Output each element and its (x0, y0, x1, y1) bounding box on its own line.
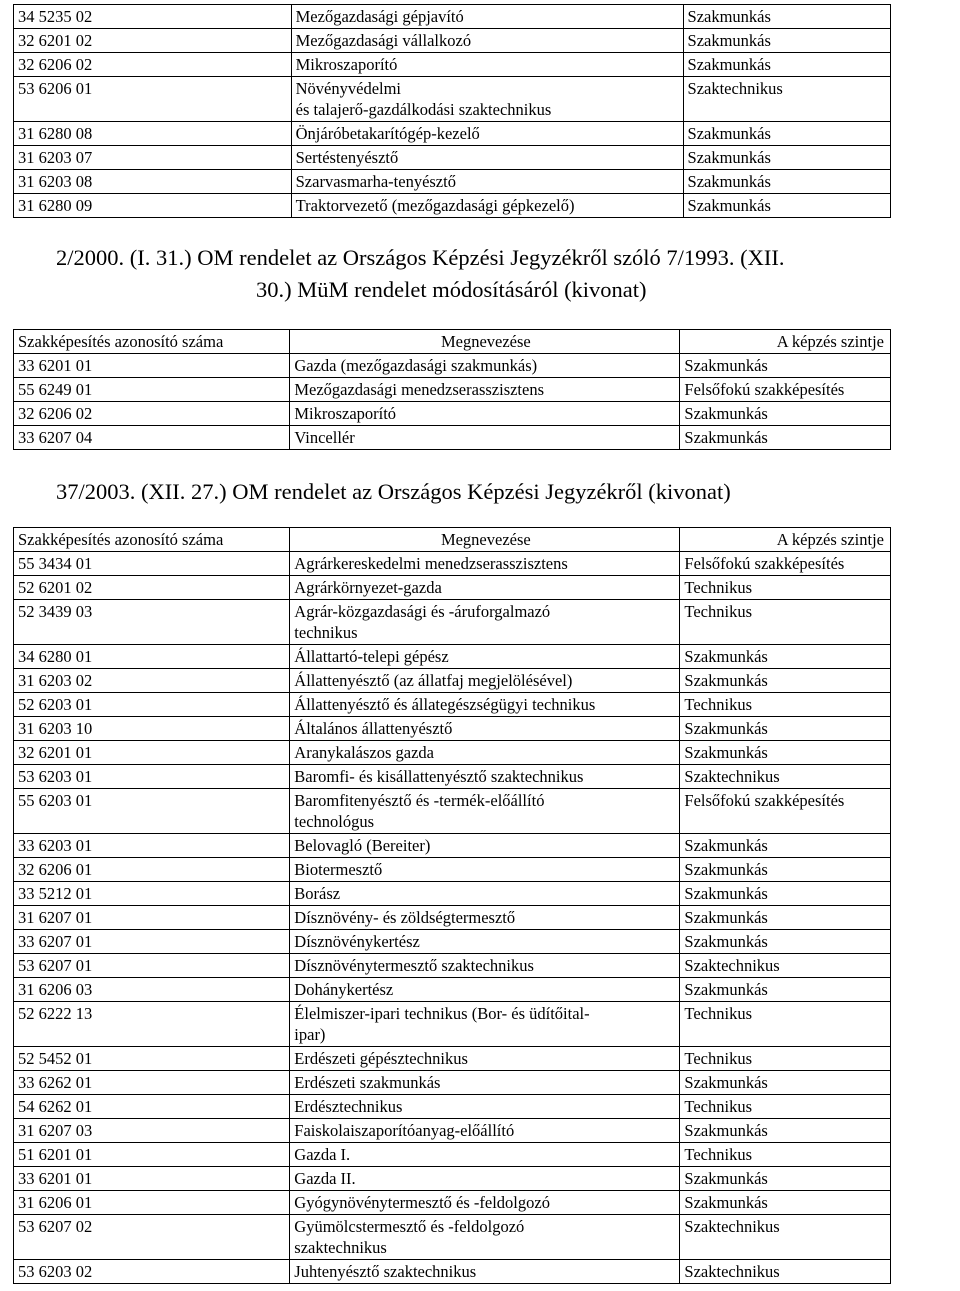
table-row (14, 1191, 891, 1215)
training-level-cell: Szakmunkás (683, 194, 890, 218)
table-row (14, 693, 891, 717)
qualification-name-cell: Vincellér (290, 426, 680, 450)
column-header: Megnevezése (290, 528, 680, 552)
training-level-cell: Szakmunkás (680, 930, 891, 954)
qualification-code-cell: 53 6207 01 (14, 954, 290, 978)
heading-line: 37/2003. (XII. 27.) OM rendelet az Országos Képzési Jegyzékről (kivonat) (56, 479, 731, 504)
column-header: Szakképesítés azonosító száma (14, 330, 290, 354)
qualification-name-cell: Biotermesztő (290, 858, 680, 882)
training-level-cell: Szaktechnikus (680, 1260, 891, 1284)
qualification-code-cell: 55 3434 01 (14, 552, 290, 576)
qualification-name-cell: Gazda II. (290, 1167, 680, 1191)
qualification-code-cell: 31 6280 09 (14, 194, 292, 218)
qualification-name-cell: Faiskolaiszaporítóanyag-előállító (290, 1119, 680, 1143)
qualification-code-cell: 31 6207 03 (14, 1119, 290, 1143)
qualification-code-cell: 32 6206 02 (14, 402, 290, 426)
table-row (14, 1119, 891, 1143)
training-level-cell: Szakmunkás (680, 426, 891, 450)
table-row (14, 906, 891, 930)
training-level-cell: Technikus (680, 1095, 891, 1119)
qualification-code-cell: 55 6203 01 (14, 789, 290, 834)
qualification-name-cell: Sertéstenyésztő (291, 146, 683, 170)
table-row (14, 954, 891, 978)
training-level-cell: Szakmunkás (680, 1167, 891, 1191)
qualification-code-cell: 52 3439 03 (14, 600, 290, 645)
table-row (14, 194, 891, 218)
qualification-code-cell: 32 6206 02 (14, 53, 292, 77)
training-level-cell: Szakmunkás (680, 834, 891, 858)
qualification-name-cell: Dísznövény- és zöldségtermesztő (290, 906, 680, 930)
table-row (14, 1260, 891, 1284)
qualification-code-cell: 31 6280 08 (14, 122, 292, 146)
qualification-name-cell: Önjáróbetakarítógép-kezelő (291, 122, 683, 146)
qualification-name-cell: Élelmiszer-ipari technikus (Bor- és üdítőital- ipar) (290, 1002, 680, 1047)
heading-line: 30.) MüM rendelet módosításáról (kivonat) (256, 277, 647, 302)
column-header: A képzés szintje (680, 528, 891, 552)
table-row (14, 858, 891, 882)
training-level-cell: Technikus (680, 1047, 891, 1071)
qualification-code-cell: 33 6262 01 (14, 1071, 290, 1095)
qualification-name-cell: Állattartó-telepi gépész (290, 645, 680, 669)
qualification-name-cell: Agrárkörnyezet-gazda (290, 576, 680, 600)
qualification-code-cell: 32 6201 02 (14, 29, 292, 53)
table-legacy-qualifications (13, 4, 891, 218)
qualification-name-cell: Dísznövénytermesztő szaktechnikus (290, 954, 680, 978)
training-level-cell: Szakmunkás (680, 858, 891, 882)
qualification-name-cell: Általános állattenyésztő (290, 717, 680, 741)
table-row (14, 645, 891, 669)
qualification-name-cell: Agrár-közgazdasági és -áruforgalmazó technikus (290, 600, 680, 645)
qualification-code-cell: 33 6207 04 (14, 426, 290, 450)
qualification-code-cell: 32 6206 01 (14, 858, 290, 882)
qualification-code-cell: 33 5212 01 (14, 882, 290, 906)
training-level-cell: Szakmunkás (680, 1191, 891, 1215)
table-2003-decree (13, 527, 891, 1284)
qualification-name-cell: Mezőgazdasági menedzserasszisztens (290, 378, 680, 402)
qualification-code-cell: 52 6222 13 (14, 1002, 290, 1047)
training-level-cell: Szakmunkás (680, 402, 891, 426)
qualification-name-cell: Gyógynövénytermesztő és -feldolgozó (290, 1191, 680, 1215)
section-heading-2000-decree (56, 242, 916, 306)
qualification-name-cell: Dísznövénykertész (290, 930, 680, 954)
table-row (14, 77, 891, 122)
qualification-name-cell: Baromfitenyésztő és -termék-előállító technológus (290, 789, 680, 834)
table-row (14, 882, 891, 906)
section-heading-2003-decree (56, 476, 916, 508)
training-level-cell: Szakmunkás (683, 5, 890, 29)
training-level-cell: Technikus (680, 600, 891, 645)
table-row (14, 53, 891, 77)
training-level-cell: Technikus (680, 693, 891, 717)
training-level-cell: Szaktechnikus (680, 765, 891, 789)
table-header-row (14, 330, 891, 354)
table-row (14, 765, 891, 789)
table-row (14, 1071, 891, 1095)
training-level-cell: Szakmunkás (680, 645, 891, 669)
qualification-code-cell: 33 6203 01 (14, 834, 290, 858)
table-row (14, 1143, 891, 1167)
training-level-cell: Szakmunkás (680, 669, 891, 693)
qualification-name-cell: Mezőgazdasági vállalkozó (291, 29, 683, 53)
qualification-code-cell: 52 5452 01 (14, 1047, 290, 1071)
qualification-code-cell: 52 6201 02 (14, 576, 290, 600)
table-row (14, 834, 891, 858)
table-row (14, 5, 891, 29)
table-2000-decree (13, 329, 891, 450)
qualification-name-cell: Gyümölcstermesztő és -feldolgozó szaktechnikus (290, 1215, 680, 1260)
qualification-name-cell: Szarvasmarha-tenyésztő (291, 170, 683, 194)
training-level-cell: Szakmunkás (680, 1119, 891, 1143)
qualification-code-cell: 33 6201 01 (14, 354, 290, 378)
table-row (14, 669, 891, 693)
table-row (14, 600, 891, 645)
training-level-cell: Szakmunkás (683, 122, 890, 146)
training-level-cell: Szakmunkás (680, 906, 891, 930)
qualification-code-cell: 31 6203 02 (14, 669, 290, 693)
table-row (14, 1167, 891, 1191)
qualification-code-cell: 31 6207 01 (14, 906, 290, 930)
table-row (14, 170, 891, 194)
table-row (14, 789, 891, 834)
qualification-code-cell: 32 6201 01 (14, 741, 290, 765)
training-level-cell: Szakmunkás (680, 354, 891, 378)
qualification-name-cell: Juhtenyésztő szaktechnikus (290, 1260, 680, 1284)
training-level-cell: Technikus (680, 576, 891, 600)
table-row (14, 717, 891, 741)
qualification-code-cell: 34 6280 01 (14, 645, 290, 669)
training-level-cell: Szakmunkás (683, 53, 890, 77)
qualification-code-cell: 55 6249 01 (14, 378, 290, 402)
table-row (14, 29, 891, 53)
table-row (14, 146, 891, 170)
training-level-cell: Szaktechnikus (683, 77, 890, 122)
training-level-cell: Felsőfokú szakképesítés (680, 552, 891, 576)
table-row (14, 354, 891, 378)
table-row (14, 426, 891, 450)
qualification-name-cell: Állattenyésztő és állategészségügyi technikus (290, 693, 680, 717)
qualification-name-cell: Baromfi- és kisállattenyésztő szaktechnikus (290, 765, 680, 789)
training-level-cell: Felsőfokú szakképesítés (680, 378, 891, 402)
qualification-name-cell: Dohánykertész (290, 978, 680, 1002)
qualification-name-cell: Gazda I. (290, 1143, 680, 1167)
training-level-cell: Felsőfokú szakképesítés (680, 789, 891, 834)
training-level-cell: Szakmunkás (680, 717, 891, 741)
qualification-code-cell: 33 6207 01 (14, 930, 290, 954)
training-level-cell: Szakmunkás (680, 741, 891, 765)
qualification-name-cell: Mikroszaporító (291, 53, 683, 77)
qualification-name-cell: Borász (290, 882, 680, 906)
qualification-code-cell: 51 6201 01 (14, 1143, 290, 1167)
training-level-cell: Technikus (680, 1143, 891, 1167)
training-level-cell: Szakmunkás (683, 170, 890, 194)
training-level-cell: Szakmunkás (680, 882, 891, 906)
table-row (14, 1002, 891, 1047)
qualification-code-cell: 53 6203 01 (14, 765, 290, 789)
qualification-code-cell: 31 6206 03 (14, 978, 290, 1002)
table-row (14, 576, 891, 600)
training-level-cell: Szakmunkás (683, 146, 890, 170)
table-row (14, 552, 891, 576)
qualification-name-cell: Állattenyésztő (az állatfaj megjelölésével) (290, 669, 680, 693)
qualification-name-cell: Növényvédelmi és talajerő-gazdálkodási szaktechnikus (291, 77, 683, 122)
training-level-cell: Technikus (680, 1002, 891, 1047)
qualification-code-cell: 53 6206 01 (14, 77, 292, 122)
qualification-name-cell: Erdészeti szakmunkás (290, 1071, 680, 1095)
table-header-row (14, 528, 891, 552)
qualification-name-cell: Traktorvezető (mezőgazdasági gépkezelő) (291, 194, 683, 218)
table-row (14, 978, 891, 1002)
column-header: Megnevezése (290, 330, 680, 354)
training-level-cell: Szaktechnikus (680, 954, 891, 978)
table-row (14, 378, 891, 402)
column-header: Szakképesítés azonosító száma (14, 528, 290, 552)
training-level-cell: Szakmunkás (680, 1071, 891, 1095)
qualification-code-cell: 33 6201 01 (14, 1167, 290, 1191)
column-header: A képzés szintje (680, 330, 891, 354)
qualification-code-cell: 54 6262 01 (14, 1095, 290, 1119)
training-level-cell: Szaktechnikus (680, 1215, 891, 1260)
table-row (14, 402, 891, 426)
qualification-name-cell: Erdésztechnikus (290, 1095, 680, 1119)
qualification-code-cell: 31 6203 10 (14, 717, 290, 741)
qualification-code-cell: 31 6203 08 (14, 170, 292, 194)
qualification-code-cell: 52 6203 01 (14, 693, 290, 717)
heading-line: 2/2000. (I. 31.) OM rendelet az Országos Képzési Jegyzékről szóló 7/1993. (XII. (56, 245, 785, 270)
qualification-name-cell: Mikroszaporító (290, 402, 680, 426)
qualification-code-cell: 31 6206 01 (14, 1191, 290, 1215)
qualification-code-cell: 53 6203 02 (14, 1260, 290, 1284)
qualification-name-cell: Erdészeti gépésztechnikus (290, 1047, 680, 1071)
table-row (14, 930, 891, 954)
training-level-cell: Szakmunkás (683, 29, 890, 53)
qualification-code-cell: 31 6203 07 (14, 146, 292, 170)
table-row (14, 1095, 891, 1119)
qualification-name-cell: Mezőgazdasági gépjavító (291, 5, 683, 29)
table-row (14, 122, 891, 146)
training-level-cell: Szakmunkás (680, 978, 891, 1002)
qualification-code-cell: 34 5235 02 (14, 5, 292, 29)
qualification-name-cell: Agrárkereskedelmi menedzserasszisztens (290, 552, 680, 576)
qualification-code-cell: 53 6207 02 (14, 1215, 290, 1260)
table-row (14, 1215, 891, 1260)
table-row (14, 741, 891, 765)
table-row (14, 1047, 891, 1071)
qualification-name-cell: Belovagló (Bereiter) (290, 834, 680, 858)
qualification-name-cell: Aranykalászos gazda (290, 741, 680, 765)
qualification-name-cell: Gazda (mezőgazdasági szakmunkás) (290, 354, 680, 378)
